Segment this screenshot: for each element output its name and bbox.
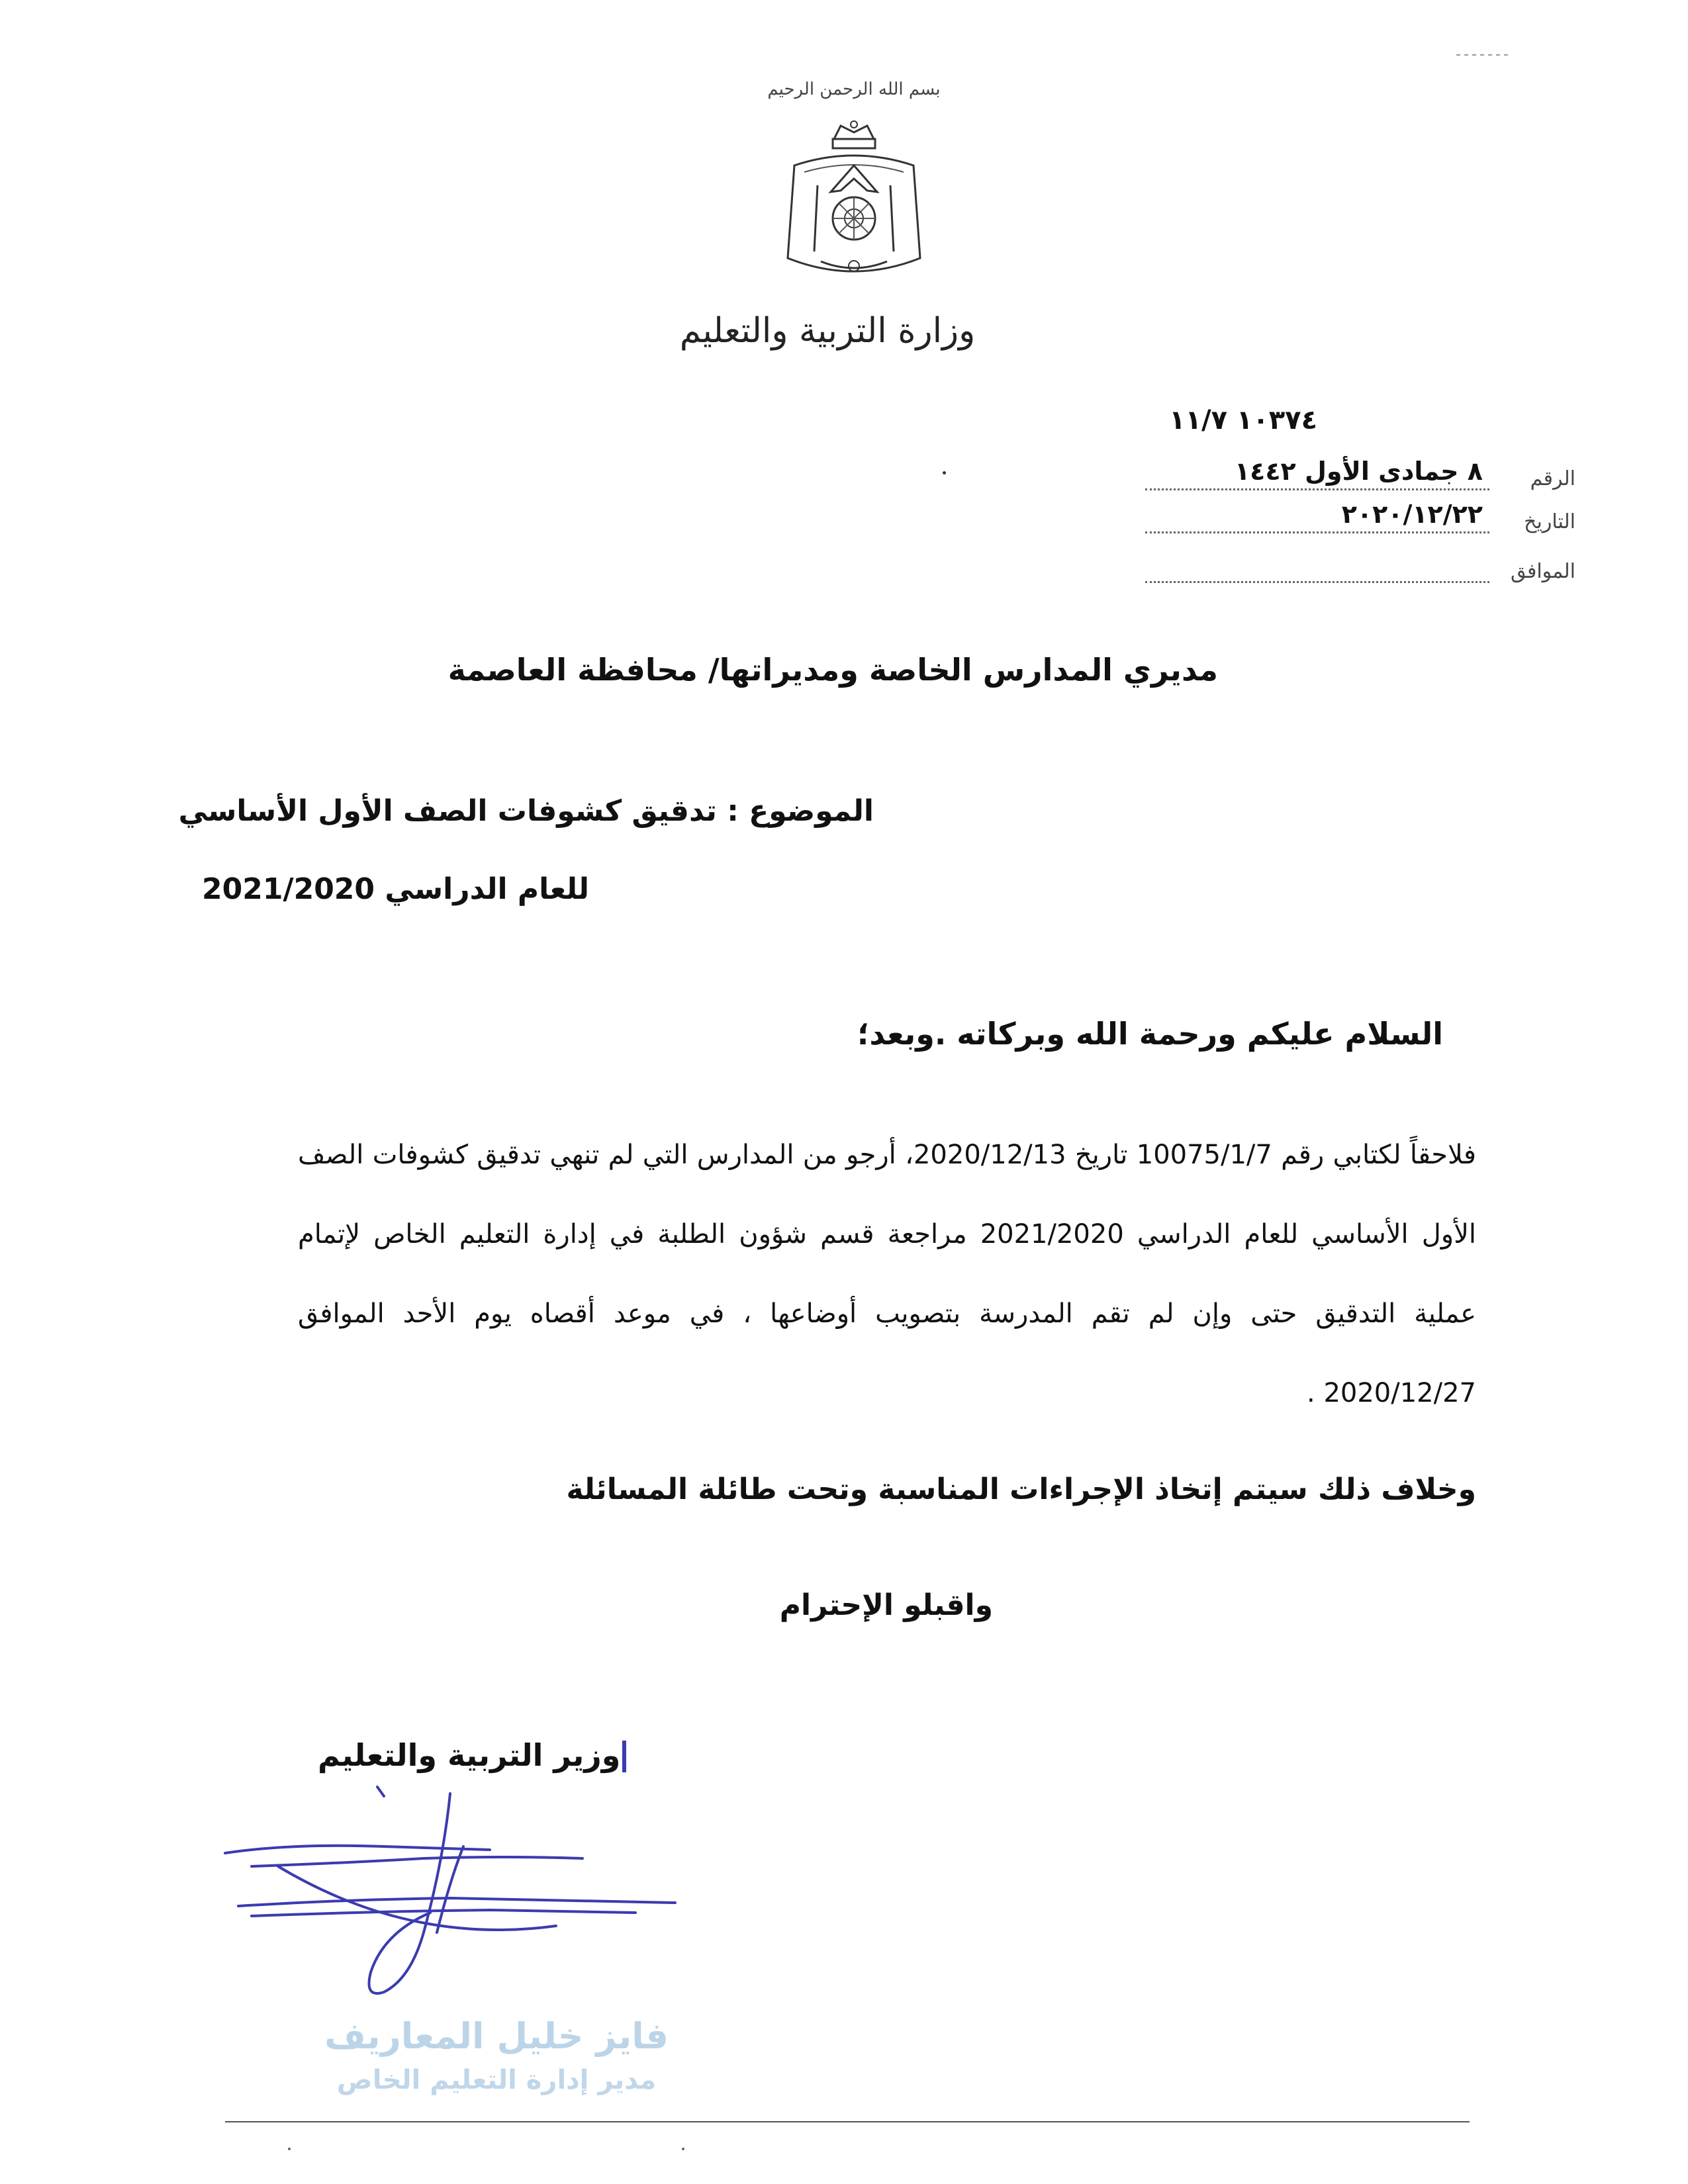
reference-label-number: الرقم (1530, 467, 1575, 490)
addressee: مديري المدارس الخاصة ومديراتها/ محافظة العاصمة (447, 652, 1218, 688)
signer-marker (622, 1741, 626, 1772)
reference-number: ١٠٣٧٤ ١١/٧ (1169, 405, 1317, 435)
coat-of-arms-icon (755, 119, 953, 291)
greeting: السلام عليكم ورحمة الله وبركاته .وبعد؛ (857, 1016, 1443, 1052)
closing-regards: واقبلو الإحترام (779, 1588, 993, 1622)
handwritten-signature (212, 1780, 741, 2005)
footer-divider (225, 2121, 1470, 2122)
footer-dot (288, 2148, 291, 2150)
ministry-name: وزارة التربية والتعليم (679, 311, 976, 351)
reference-line-number (1145, 457, 1489, 490)
gregorian-date: ٢٠٢٠/١٢/٢٢ (1341, 500, 1483, 529)
closing-warning: وخلاف ذلك سيتم إتخاذ الإجراءات المناسبة وتحت طائلة المسائلة (566, 1473, 1476, 1506)
subject-line-1: الموضوع : تدقيق كشوفات الصف الأول الأساسي (178, 794, 874, 828)
stamp-name: فايز خليل المعاريف (324, 2015, 669, 2057)
coat-of-arms-emblem (755, 119, 953, 291)
corner-mark (1456, 46, 1509, 49)
reference-row-number (1112, 457, 1575, 491)
reference-label-corresponding: الموافق (1510, 560, 1575, 583)
signer-title: وزير التربية والتعليم (318, 1737, 621, 1773)
footer-dot (682, 2148, 684, 2150)
stamp-title: مدير إدارة التعليم الخاص (336, 2065, 657, 2095)
hijri-date: ٨ جمادى الأول ١٤٤٢ (1234, 457, 1483, 486)
body-paragraph: فلاحقاً لكتابي رقم 10075/1/7 تاريخ 2020/12/13، أرجو من المدارس التي لم تنهي تدقيق كشوفات الصف الأول الأساسي للعام الدراسي 2021/2020 مراجعة قسم شؤون الطلبة في إدارة التعليم الخاص لإتمام عملية التدقيق حتى وإن لم تقم المدرسة بتصويب أوضاعها ، في موعد أقصاه يوم الأحد الموافق 2020/12/27 . (298, 1140, 1476, 1408)
reference-line-corresponding (1145, 549, 1489, 583)
stray-dot (943, 471, 946, 475)
reference-label-date: التاريخ (1524, 510, 1575, 533)
reference-row-corresponding (1112, 549, 1575, 584)
reference-row-date (1112, 500, 1575, 534)
signature-icon (212, 1780, 741, 2005)
subject-line-2: للعام الدراسي 2021/2020 (202, 872, 589, 906)
reference-line-date (1145, 500, 1489, 533)
basmala: بسم الله الرحمن الرحيم (767, 79, 941, 99)
